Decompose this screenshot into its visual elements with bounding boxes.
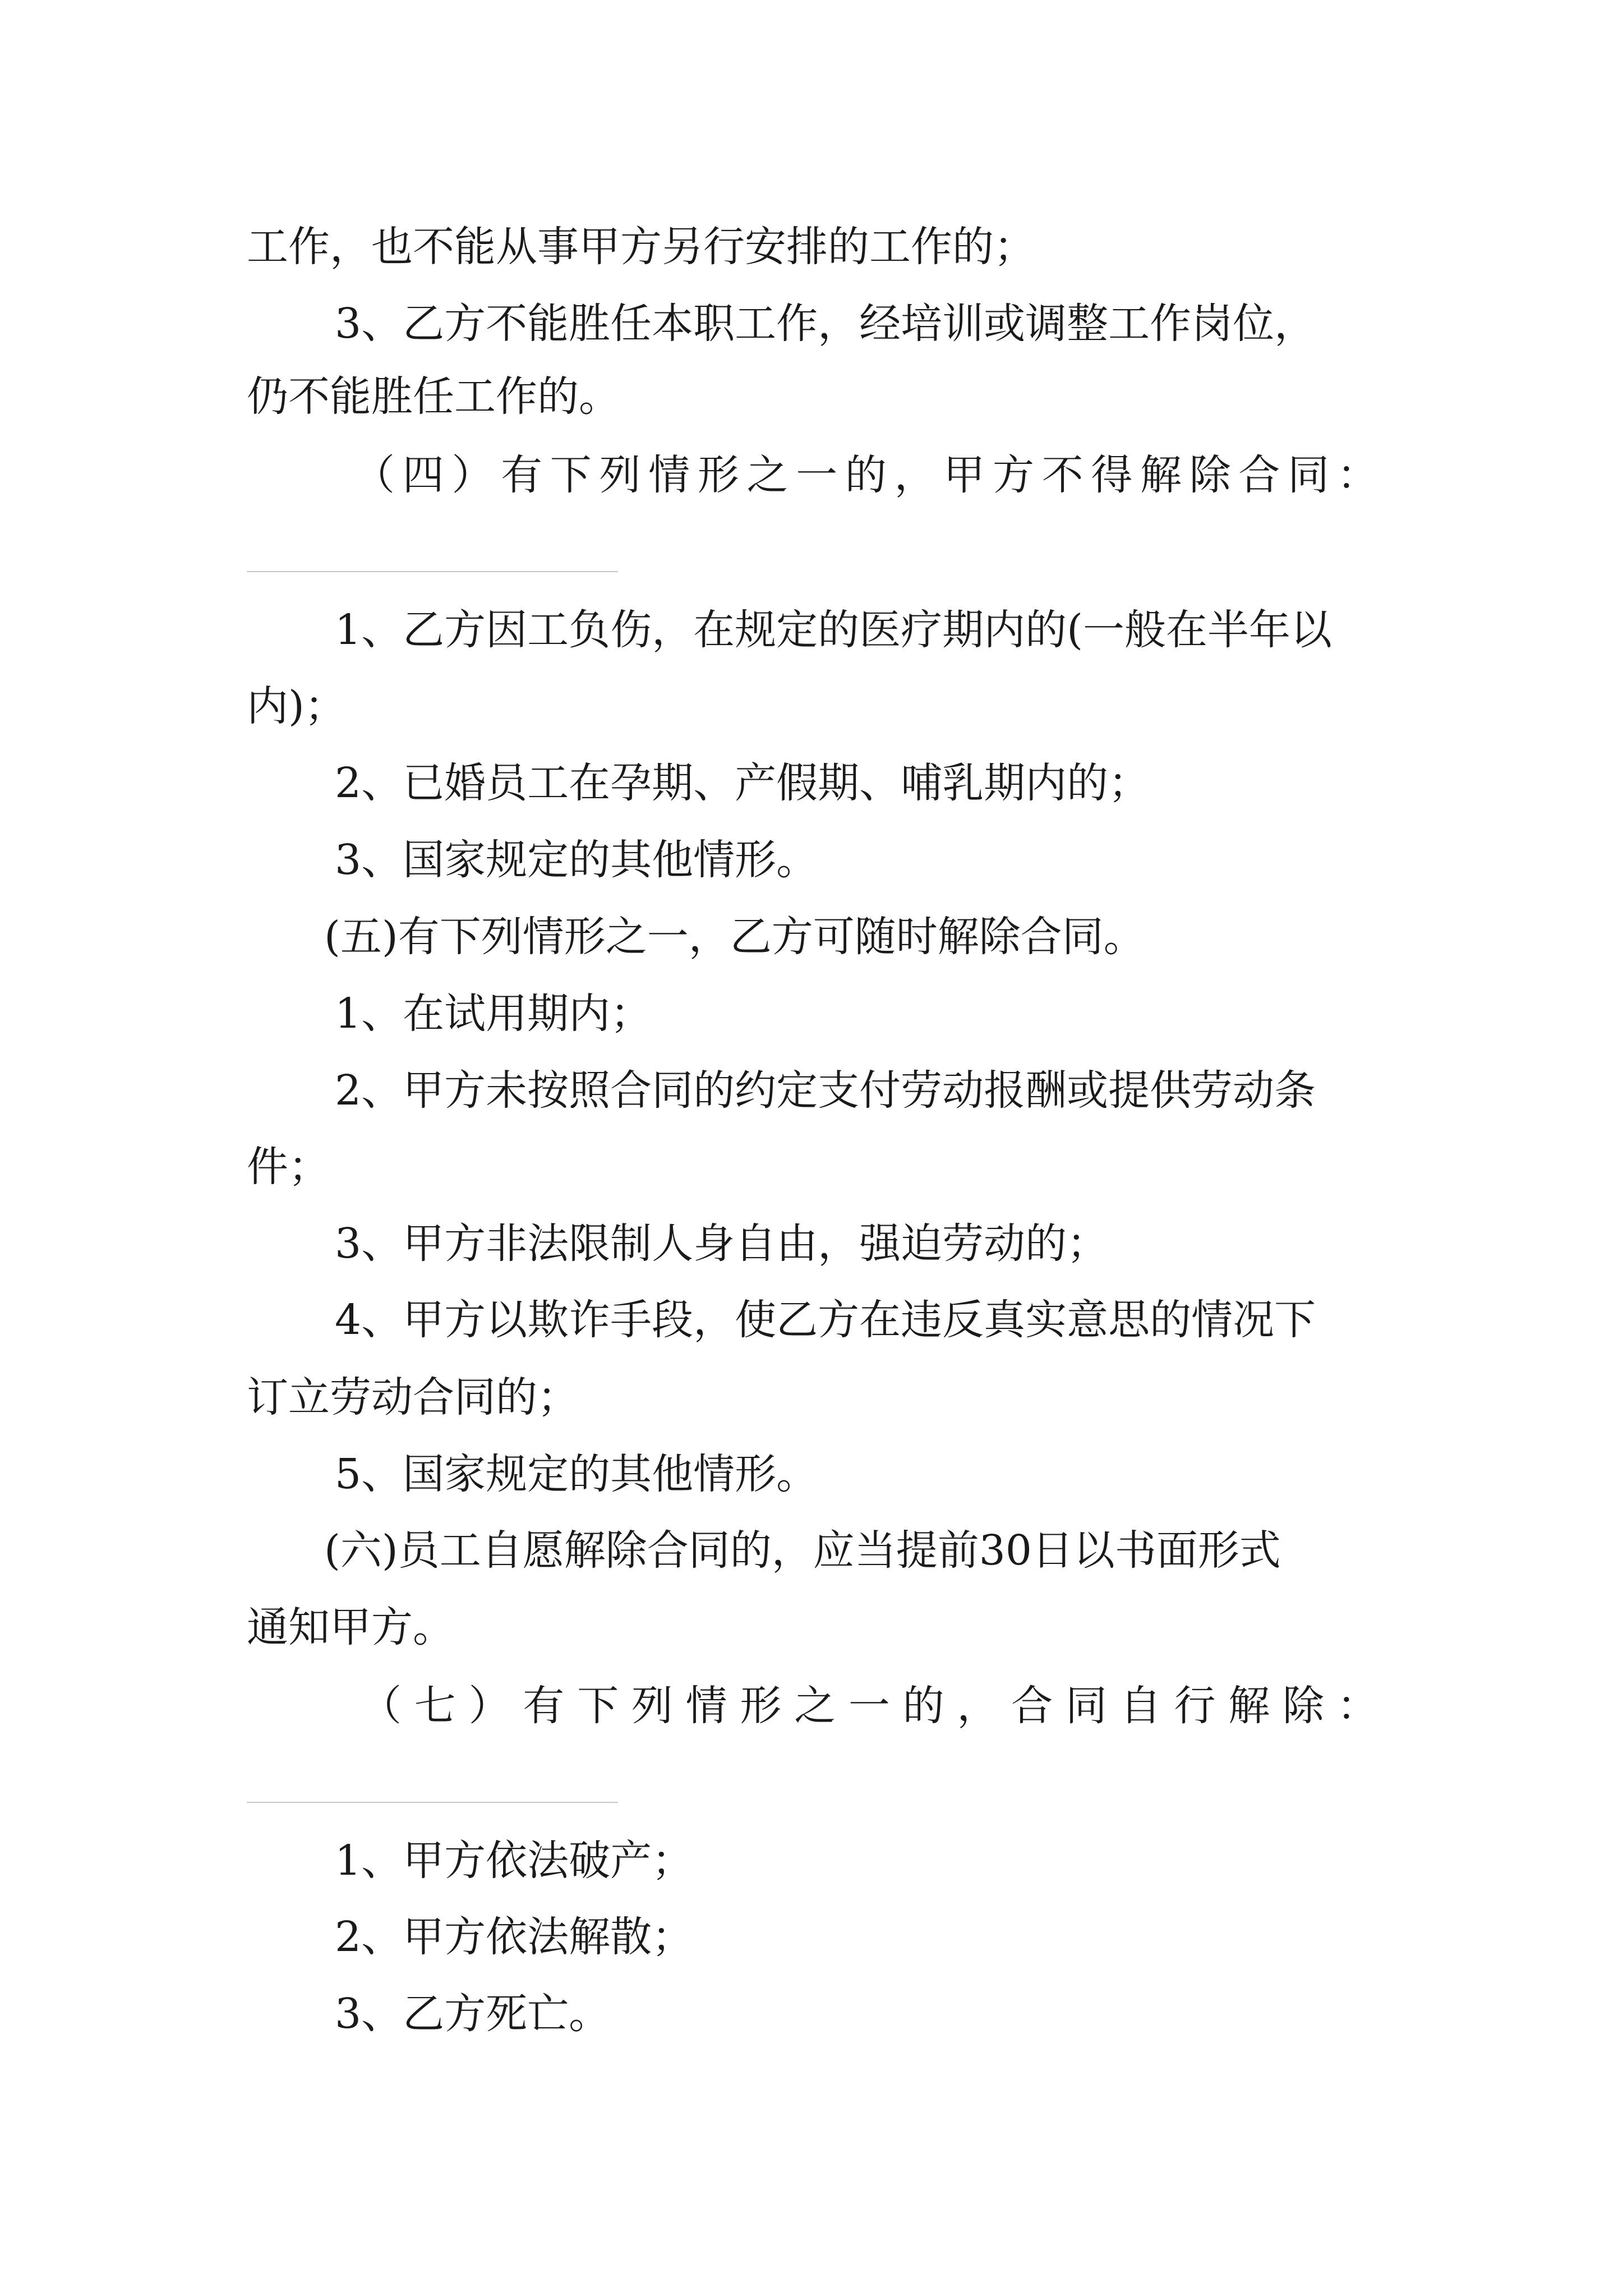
heading-char: 行 — [1174, 1682, 1216, 1730]
paragraph-line: (六)员工自愿解除合同的，应当提前30日以书面形式 — [324, 1526, 1281, 1575]
paragraph-line: (五)有下列情形之一，乙方可随时解除合同。 — [324, 913, 1145, 961]
heading-char: 解 — [1140, 451, 1182, 499]
heading-char: ） — [468, 1682, 510, 1730]
heading-char: 的 — [845, 451, 887, 499]
paragraph-line: 2、甲方依法解散； — [335, 1913, 694, 1961]
paragraph-line: 内)； — [247, 682, 346, 730]
heading-char: 之 — [746, 451, 789, 499]
paragraph-line: 订立劳动合同的； — [247, 1373, 579, 1421]
heading-char: 得 — [1091, 451, 1133, 499]
heading-char: 解 — [1228, 1682, 1270, 1730]
heading-char: ： — [1336, 1682, 1378, 1730]
paragraph-line: 3、乙方死亡。 — [335, 1990, 611, 2038]
heading-char: 下 — [577, 1682, 619, 1730]
paragraph-line: 2、甲方未按照合同的约定支付劳动报酬或提供劳动条 — [335, 1066, 1316, 1115]
heading-char: 同 — [1065, 1682, 1107, 1730]
paragraph-line: 仍不能胜任工作的。 — [247, 372, 620, 421]
paragraph-line: 4、甲方以欺诈手段，使乙方在违反真实意思的情况下 — [335, 1296, 1316, 1344]
heading-char: 同 — [1288, 451, 1330, 499]
heading-char: 有 — [523, 1682, 565, 1730]
heading-char: 一 — [848, 1682, 890, 1730]
heading-char: 合 — [1011, 1682, 1053, 1730]
heading-char: 四 — [402, 451, 444, 499]
heading-char: 方 — [992, 451, 1034, 499]
paragraph-line: 2、已婚员工在孕期、产假期、哺乳期内的； — [335, 759, 1150, 807]
heading-char: 一 — [796, 451, 838, 499]
paragraph-line: 3、国家规定的其他情形。 — [335, 836, 818, 884]
heading-char: 下 — [550, 451, 592, 499]
paragraph-line: 5、国家规定的其他情形。 — [335, 1450, 818, 1498]
paragraph-line: 1、在试用期内； — [335, 990, 652, 1038]
heading-char: （ — [353, 451, 395, 499]
heading-char: 有 — [501, 451, 543, 499]
heading-char: 除 — [1283, 1682, 1325, 1730]
heading-char: 合 — [1238, 451, 1280, 499]
heading-char: 的 — [902, 1682, 944, 1730]
heading-char: ： — [1336, 451, 1378, 499]
heading-char: 之 — [794, 1682, 836, 1730]
heading-char: 列 — [599, 451, 641, 499]
heading-char: 除 — [1189, 451, 1231, 499]
paragraph-line: 工作，也不能从事甲方另行安排的工作的； — [247, 223, 1035, 271]
section-heading-7 — [360, 1678, 1378, 1734]
heading-char: 七 — [414, 1682, 456, 1730]
heading-char: （ — [360, 1682, 402, 1730]
paragraph-line: 1、甲方依法破产； — [335, 1837, 694, 1885]
heading-char: 形 — [740, 1682, 782, 1730]
paragraph-line: 3、甲方非法限制人身自由，强迫劳动的； — [335, 1220, 1109, 1268]
heading-char: ， — [957, 1682, 999, 1730]
paragraph-line: 3、乙方不能胜任本职工作，经培训或调整工作岗位， — [335, 300, 1316, 348]
heading-char: 列 — [631, 1682, 673, 1730]
heading-char: ） — [451, 451, 494, 499]
heading-char: 形 — [697, 451, 739, 499]
heading-char: 自 — [1119, 1682, 1161, 1730]
heading-char: ， — [894, 451, 936, 499]
divider-rule — [247, 1802, 618, 1803]
divider-rule — [247, 571, 618, 572]
heading-char: 甲 — [943, 451, 985, 499]
section-heading-4 — [353, 447, 1378, 503]
paragraph-line: 通知甲方。 — [247, 1603, 454, 1651]
paragraph-line: 件； — [247, 1143, 330, 1191]
paragraph-line: 1、乙方因工负伤，在规定的医疗期内的(一般在半年以 — [335, 606, 1332, 654]
heading-char: 情 — [648, 451, 690, 499]
heading-char: 情 — [685, 1682, 727, 1730]
heading-char: 不 — [1041, 451, 1083, 499]
